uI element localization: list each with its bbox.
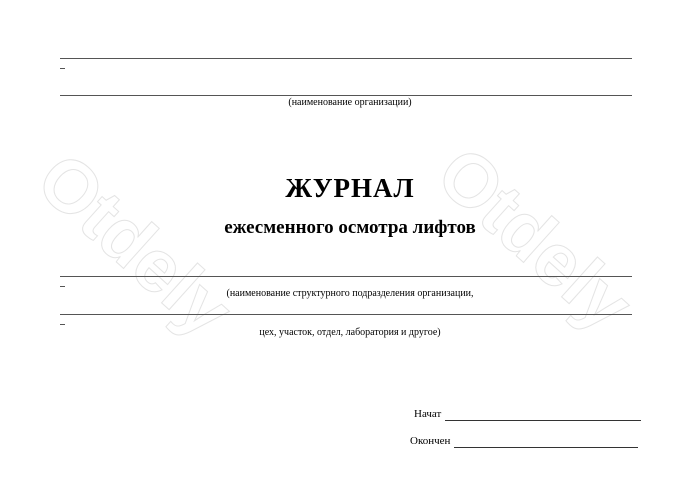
finished-date-field[interactable] — [454, 435, 638, 448]
journal-title: ЖУРНАЛ — [285, 173, 415, 203]
started-row — [414, 407, 641, 421]
org-name-dash — [60, 68, 65, 69]
division-caption-2: цех, участок, отдел, лаборатория и другое) — [259, 327, 441, 338]
finished-row — [410, 434, 638, 448]
watermark-right: Otdely — [421, 130, 649, 347]
division-line-2 — [60, 314, 632, 315]
division-dash-2 — [60, 324, 65, 325]
org-name-line-1 — [60, 58, 632, 59]
division-caption-1: (наименование структурного подразделения организации, — [226, 288, 474, 299]
watermark-left: Otdely — [21, 136, 249, 353]
finished-label: Окончен — [410, 435, 451, 447]
org-name-caption: (наименование организации) — [288, 97, 412, 108]
division-line-1 — [60, 276, 632, 277]
started-date-field[interactable] — [445, 408, 641, 421]
division-dash-1 — [60, 286, 65, 287]
org-name-line-2 — [60, 95, 632, 96]
journal-subtitle: ежесменного осмотра лифтов — [224, 217, 476, 238]
started-label: Начат — [414, 408, 442, 420]
